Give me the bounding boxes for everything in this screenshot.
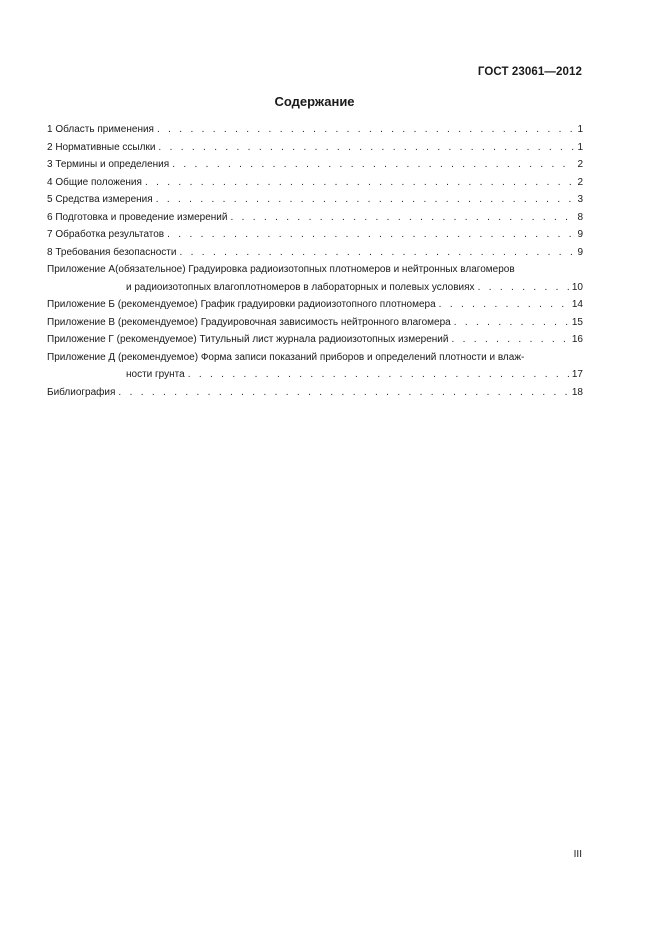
toc-item-label: Приложение Г (рекомендуемое) Титульный лист журнала радиоизотопных измерений	[47, 334, 449, 345]
toc-item-appendix-v[interactable]	[47, 314, 583, 332]
toc-item-safety[interactable]	[47, 244, 583, 262]
toc-item-appendix-b[interactable]	[47, 296, 583, 314]
table-of-contents	[47, 121, 583, 401]
toc-item-page: 14	[571, 299, 583, 310]
toc-item-measuring-instruments[interactable]	[47, 191, 583, 209]
toc-item-page: 8	[577, 211, 583, 223]
toc-item-label: 2 Нормативные ссылки	[47, 141, 156, 153]
toc-item-label: Приложение А(обязательное) Градуировка радиоизотопных плотномеров и нейтронных влагомеров	[47, 264, 515, 275]
toc-item-bibliography[interactable]	[47, 384, 583, 402]
toc-item-appendix-d[interactable]	[47, 349, 583, 384]
toc-item-label: 8 Требования безопасности	[47, 246, 177, 258]
toc-leader-dots	[230, 209, 574, 227]
toc-item-label: Приложение Д (рекомендуемое) Форма записи показаний приборов и определений плотности и влаж-	[47, 351, 525, 363]
toc-item-label: Приложение Б (рекомендуемое) График градуировки радиоизотопного плотномера	[47, 299, 436, 310]
toc-item-page: 3	[577, 194, 583, 205]
toc-leader-dots	[145, 174, 575, 192]
toc-item-page: 18	[571, 386, 583, 398]
toc-item-label: 3 Термины и определения	[47, 159, 170, 170]
toc-item-label-continuation: ности грунта	[126, 369, 185, 380]
toc-item-processing[interactable]	[47, 226, 583, 244]
toc-leader-dots	[157, 121, 574, 139]
toc-leader-dots	[188, 366, 569, 384]
toc-item-label: 4 Общие положения	[47, 176, 142, 188]
toc-item-terms[interactable]	[47, 156, 583, 174]
toc-item-label: 7 Обработка результатов	[47, 229, 165, 240]
toc-leader-dots	[158, 139, 574, 157]
page-title: Содержание	[274, 94, 355, 109]
toc-item-page: 9	[577, 246, 583, 258]
toc-item-page: 2	[577, 176, 583, 188]
toc-leader-dots	[118, 384, 568, 402]
toc-item-general[interactable]	[47, 174, 583, 192]
toc-item-normative-references[interactable]	[47, 139, 583, 157]
toc-item-page: 10	[571, 281, 583, 293]
toc-item-page: 9	[577, 229, 583, 240]
toc-item-label: Библиография	[47, 386, 116, 398]
toc-item-label: 6 Подготовка и проведение измерений	[47, 211, 228, 223]
toc-item-page: 17	[571, 369, 583, 380]
document-code: ГОСТ 23061—2012	[477, 66, 582, 78]
toc-leader-dots	[156, 191, 575, 209]
toc-leader-dots	[167, 226, 574, 244]
toc-item-label: Приложение В (рекомендуемое) Градуировочная зависимость нейтронного влагомера	[47, 316, 451, 328]
page-number: III	[573, 849, 582, 860]
toc-item-preparation[interactable]	[47, 209, 583, 227]
toc-item-label-continuation: и радиоизотопных влагоплотномеров в лабораторных и полевых условиях	[126, 281, 475, 293]
toc-item-appendix-a[interactable]	[47, 261, 583, 296]
toc-leader-dots	[439, 296, 569, 314]
toc-item-page: 2	[577, 159, 583, 170]
toc-leader-dots	[478, 279, 569, 297]
toc-item-label: 1 Область применения	[47, 124, 154, 135]
toc-item-page: 16	[571, 334, 583, 345]
toc-item-page: 1	[577, 141, 583, 153]
toc-leader-dots	[454, 314, 569, 332]
toc-item-appendix-g[interactable]	[47, 331, 583, 349]
toc-leader-dots	[172, 156, 574, 174]
toc-item-scope[interactable]	[47, 121, 583, 139]
toc-item-label: 5 Средства измерения	[47, 194, 153, 205]
toc-leader-dots	[451, 331, 568, 349]
toc-item-page: 1	[577, 124, 583, 135]
toc-item-page: 15	[571, 316, 583, 328]
toc-leader-dots	[179, 244, 574, 262]
